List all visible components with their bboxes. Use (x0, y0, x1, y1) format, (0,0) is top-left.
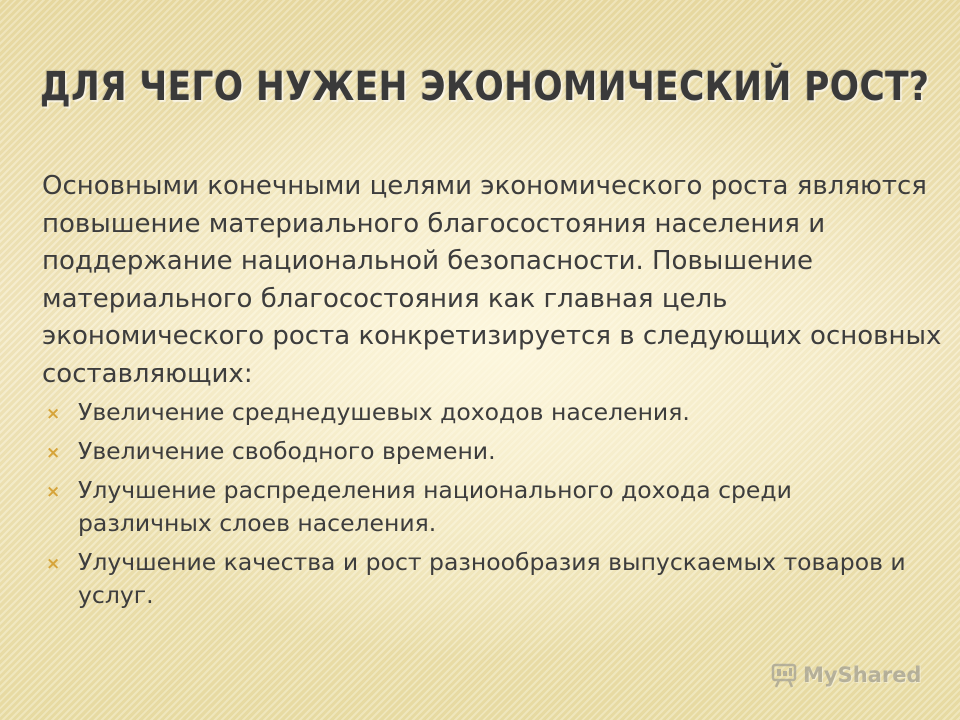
bullet-item (46, 396, 906, 429)
bullet-item (46, 435, 906, 468)
cross-bullet-icon: × (46, 554, 61, 574)
bullet-item (46, 546, 906, 612)
cross-bullet-icon: × (46, 404, 61, 424)
cross-bullet-icon: × (46, 482, 61, 502)
bullet-text: Увеличение свободного времени. (78, 437, 496, 465)
bullet-list (46, 396, 906, 618)
bullet-item (46, 474, 906, 540)
bullet-text: Улучшение качества и рост разнообразия выпускаемых товаров и услуг. (78, 548, 906, 609)
myshared-watermark (770, 655, 921, 695)
cross-bullet-icon: × (46, 443, 61, 463)
slide-title: ДЛЯ ЧЕГО НУЖЕН ЭКОНОМИЧЕСКИЙ РОСТ? (40, 64, 930, 110)
presentation-board-icon (770, 661, 798, 689)
bullet-text: Улучшение распределения национального дохода среди различных слоев населения. (78, 476, 792, 537)
intro-paragraph: Основными конечными целями экономического роста являются повышение материального благосостояния населения и поддержание национальной безопасности. Повышение материального благосостояния как главная цель экономического роста конкретизируется в следующих основных составляющих: (42, 171, 942, 389)
bullet-text: Увеличение среднедушевых доходов населения. (78, 398, 690, 426)
watermark-text: MyShared (803, 663, 922, 687)
